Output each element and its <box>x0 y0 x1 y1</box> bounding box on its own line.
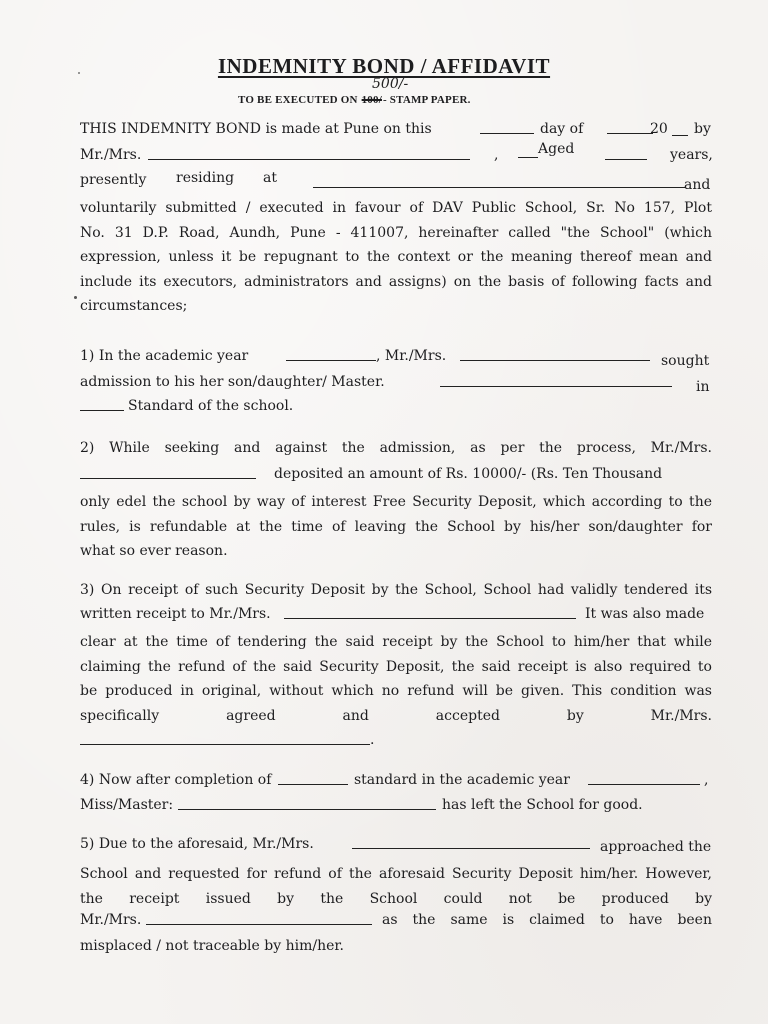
blank-acceptor-name <box>80 730 370 745</box>
clause-3-line-1: 3) On receipt of such Security Deposit by the School, School had validly tendered its <box>80 582 712 598</box>
blank-leaving-year <box>588 770 700 785</box>
clause-1-line-3: Standard of the school. <box>80 398 712 422</box>
blank-completed-standard <box>278 770 348 785</box>
blank-month <box>607 119 653 134</box>
clause-5-body: School and requested for refund of the aforesaid Security Deposit him/her. However, the receipt issued by the School could not be produced by <box>80 866 712 907</box>
blank-name <box>148 145 470 160</box>
clause-3-line-7: . <box>80 732 712 756</box>
blank-address <box>313 173 685 188</box>
intro-paragraph-body: voluntarily submitted / executed in favour of DAV Public School, Sr. No 157, Plot No. 31 D.P. Road, Aundh, Pune - 411007, hereinafter called "the School" (which expression, unless it be repugnant to the context or the meaning thereof mean and include its executors, administrators and assigns) on the basis of following facts and circumstances; <box>80 200 712 314</box>
blank-misplaced-by-name <box>146 910 372 925</box>
clause-3-line-2: written receipt to Mr./Mrs. It was also made <box>80 606 705 622</box>
blank-year <box>672 121 688 136</box>
scan-speck <box>74 296 77 299</box>
handwritten-amount: 500/- <box>372 76 409 92</box>
struck-amount: 100/ <box>361 94 382 106</box>
blank-parent-name <box>460 346 650 361</box>
clause-2-line-2: deposited an amount of Rs. 10000/- (Rs. Ten Thousand <box>80 466 712 490</box>
blank-day <box>480 119 534 134</box>
blank-student-left-name <box>178 795 436 810</box>
blank-academic-year <box>286 346 376 361</box>
clause-1-line-1: 1) In the academic year , Mr./Mrs. sought <box>80 348 710 369</box>
blank-standard <box>80 396 124 411</box>
clause-1-line-2: admission to his her son/daughter/ Master. in <box>80 374 710 395</box>
intro-line-3: presently residing at and <box>80 170 711 193</box>
clause-2-body: only edel the school by way of interest Free Security Deposit, which according to the rules, is refundable at the time of leaving the School by his/her son/daughter for what so ever reason. <box>80 494 712 559</box>
blank-depositor-name <box>80 464 256 479</box>
blank-claimant-name <box>352 834 590 849</box>
intro-line-1: THIS INDEMNITY BOND is made at Pune on this day of 20 by <box>80 121 711 137</box>
blank-receipt-name <box>284 604 576 619</box>
document-title: INDEMNITY BOND / AFFIDAVIT <box>217 54 551 78</box>
clause-5-line-5: misplaced / not traceable by him/her. <box>80 938 344 954</box>
blank-age <box>605 145 647 160</box>
blank-student-name <box>440 372 672 387</box>
clause-4-line-1: 4) Now after completion of standard in the academic year , <box>80 772 709 788</box>
clause-3-body: clear at the time of tendering the said receipt by the School to him/her that while claiming the refund of the said Security Deposit, the said receipt is also required to be produced in original, without which no refund will be given. This condition was specifically agreed and accepted by Mr./Mrs. <box>80 634 712 724</box>
blank-age-prefix <box>518 143 538 158</box>
clause-5-line-4: Mr./Mrs. as the same is claimed to have been <box>80 912 712 928</box>
stamp-paper-instruction: TO BE EXECUTED ON 100/- STAMP PAPER. <box>238 94 471 106</box>
clause-2-line-1: 2) While seeking and against the admission, as per the process, Mr./Mrs. <box>80 440 712 456</box>
clause-5-line-1: 5) Due to the aforesaid, Mr./Mrs. approached the <box>80 836 712 855</box>
intro-line-2: Mr./Mrs. , Aged years, <box>80 141 713 163</box>
clause-4-line-2: Miss/Master: has left the School for good. <box>80 797 643 813</box>
